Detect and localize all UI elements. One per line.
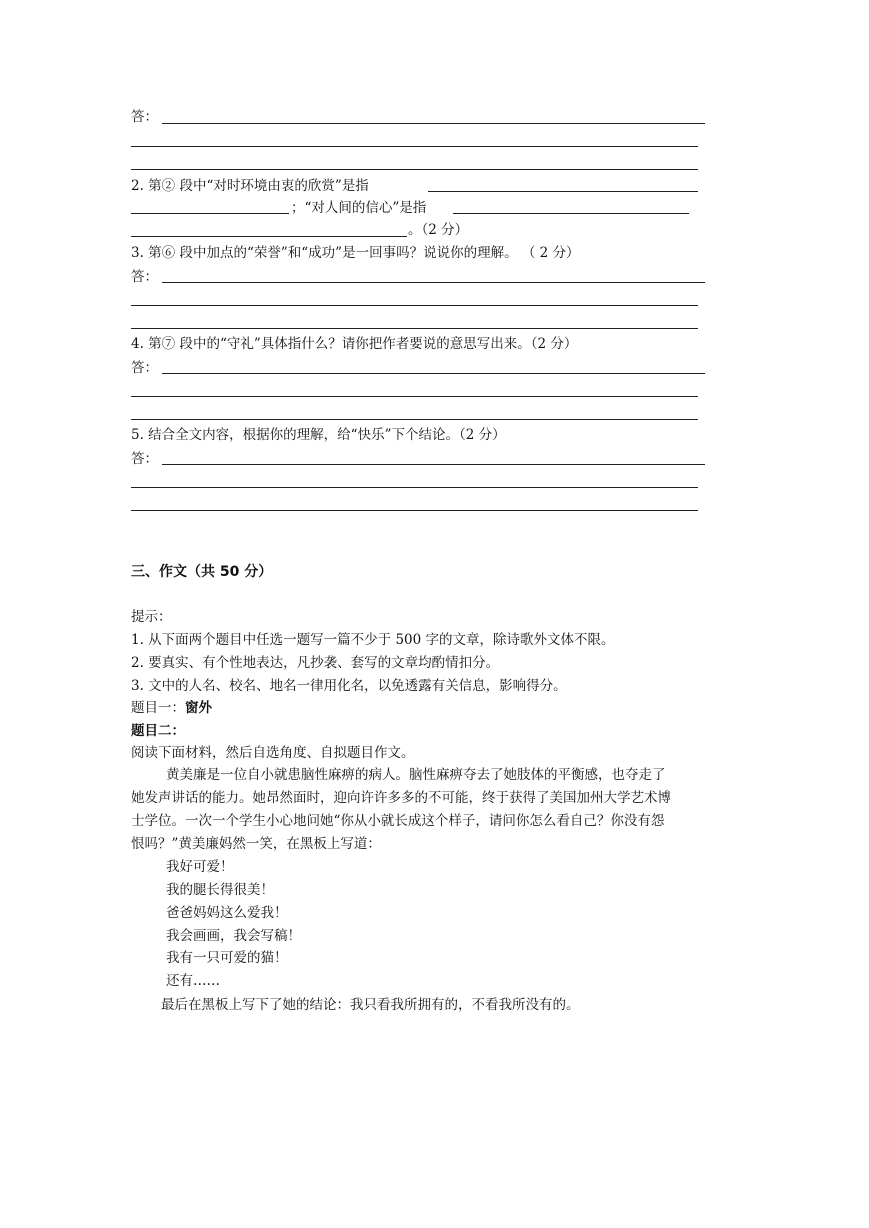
- topic1-label: 题目一：: [131, 700, 185, 716]
- material-line-4: 恨吗？”黄美廉妈然一笑，在黑板上写道：: [131, 836, 381, 852]
- essay-hint-1: 1. 从下面两个题目中任选一题写一篇不少于 500 字的文章，除诗歌外文体不限。: [131, 632, 615, 648]
- material-line-1: 黄美廉是一位自小就患脑性麻痹的病人。脑性麻痹夺去了她肢体的平衡感，也夺走了: [166, 767, 666, 783]
- poem-line-1: 我好可爱！: [166, 859, 234, 875]
- q2-blank-1[interactable]: [428, 191, 698, 192]
- q5-answer-line-2[interactable]: [131, 487, 698, 488]
- q2-text-a: 2. 第② 段中“对时环境由衷的欣赏”是指: [131, 178, 369, 194]
- q3-answer-label: 答：: [131, 269, 158, 285]
- q4-answer-label: 答：: [131, 360, 158, 376]
- q4-answer-line-2[interactable]: [131, 396, 698, 397]
- q5-answer-label: 答：: [131, 451, 158, 467]
- topic1-title: 窗外: [185, 700, 212, 716]
- q4-answer-line-1[interactable]: [162, 373, 705, 374]
- q1-answer-label: 答：: [131, 109, 158, 125]
- topic2-label: 题目二：: [131, 723, 185, 739]
- q3-answer-line-3[interactable]: [131, 328, 698, 329]
- essay-instruction: 阅读下面材料，然后自选角度、自拟题目作文。: [131, 745, 415, 761]
- poem-line-6: 还有……: [166, 973, 220, 989]
- q5-text: 5. 结合全文内容，根据你的理解，给“快乐”下个结论。（2 分）: [131, 427, 506, 443]
- essay-conclusion: 最后在黑板上写下了她的结论：我只看我所拥有的，不看我所没有的。: [161, 997, 580, 1013]
- q2-blank-2[interactable]: [131, 213, 289, 214]
- q1-answer-line-1[interactable]: [162, 123, 705, 124]
- q4-answer-line-3[interactable]: [131, 419, 698, 420]
- essay-hint-3: 3. 文中的人名、校名、地名一律用化名，以免透露有关信息，影响得分。: [131, 678, 567, 694]
- q5-answer-line-3[interactable]: [131, 510, 698, 511]
- poem-line-2: 我的腿长得很美！: [166, 882, 274, 898]
- q2-text-b: ；“对人间的信心”是指: [291, 200, 427, 216]
- q1-answer-line-2[interactable]: [131, 146, 698, 147]
- q3-answer-line-1[interactable]: [162, 282, 705, 283]
- poem-line-4: 我会画画，我会写稿！: [166, 928, 301, 944]
- material-line-2: 她发声讲话的能力。她昂然面时，迎向许许多多的不可能，终于获得了美国加州大学艺术博: [131, 790, 671, 806]
- material-line-3: 士学位。一次一个学生小心地问她“你从小就长成这个样子，请问你怎么看自己？你没有怨: [131, 813, 665, 829]
- essay-hint-2: 2. 要真实、有个性地表达，凡抄袭、套写的文章均酌情扣分。: [131, 655, 500, 671]
- poem-line-3: 爸爸妈妈这么爱我！: [166, 905, 288, 921]
- essay-hint-label: 提示：: [131, 609, 172, 625]
- q2-text-c: 。（2 分）: [408, 222, 469, 238]
- q3-text: 3. 第⑥ 段中加点的“荣誉”和“成功”是一回事吗？说说你的理解。 （ 2 分）: [131, 245, 580, 261]
- poem-line-5: 我有一只可爱的猫！: [166, 950, 288, 966]
- q1-answer-line-3[interactable]: [131, 169, 698, 170]
- q4-text: 4. 第⑦ 段中的“守礼”具体指什么？请你把作者要说的意思写出来。（2 分）: [131, 336, 578, 352]
- q5-answer-line-1[interactable]: [162, 464, 705, 465]
- q2-blank-3[interactable]: [453, 213, 689, 214]
- topic1-line: [131, 699, 212, 717]
- essay-heading: 三、作文（共 50 分）: [131, 564, 273, 580]
- q3-answer-line-2[interactable]: [131, 305, 698, 306]
- q2-blank-4[interactable]: [131, 236, 407, 237]
